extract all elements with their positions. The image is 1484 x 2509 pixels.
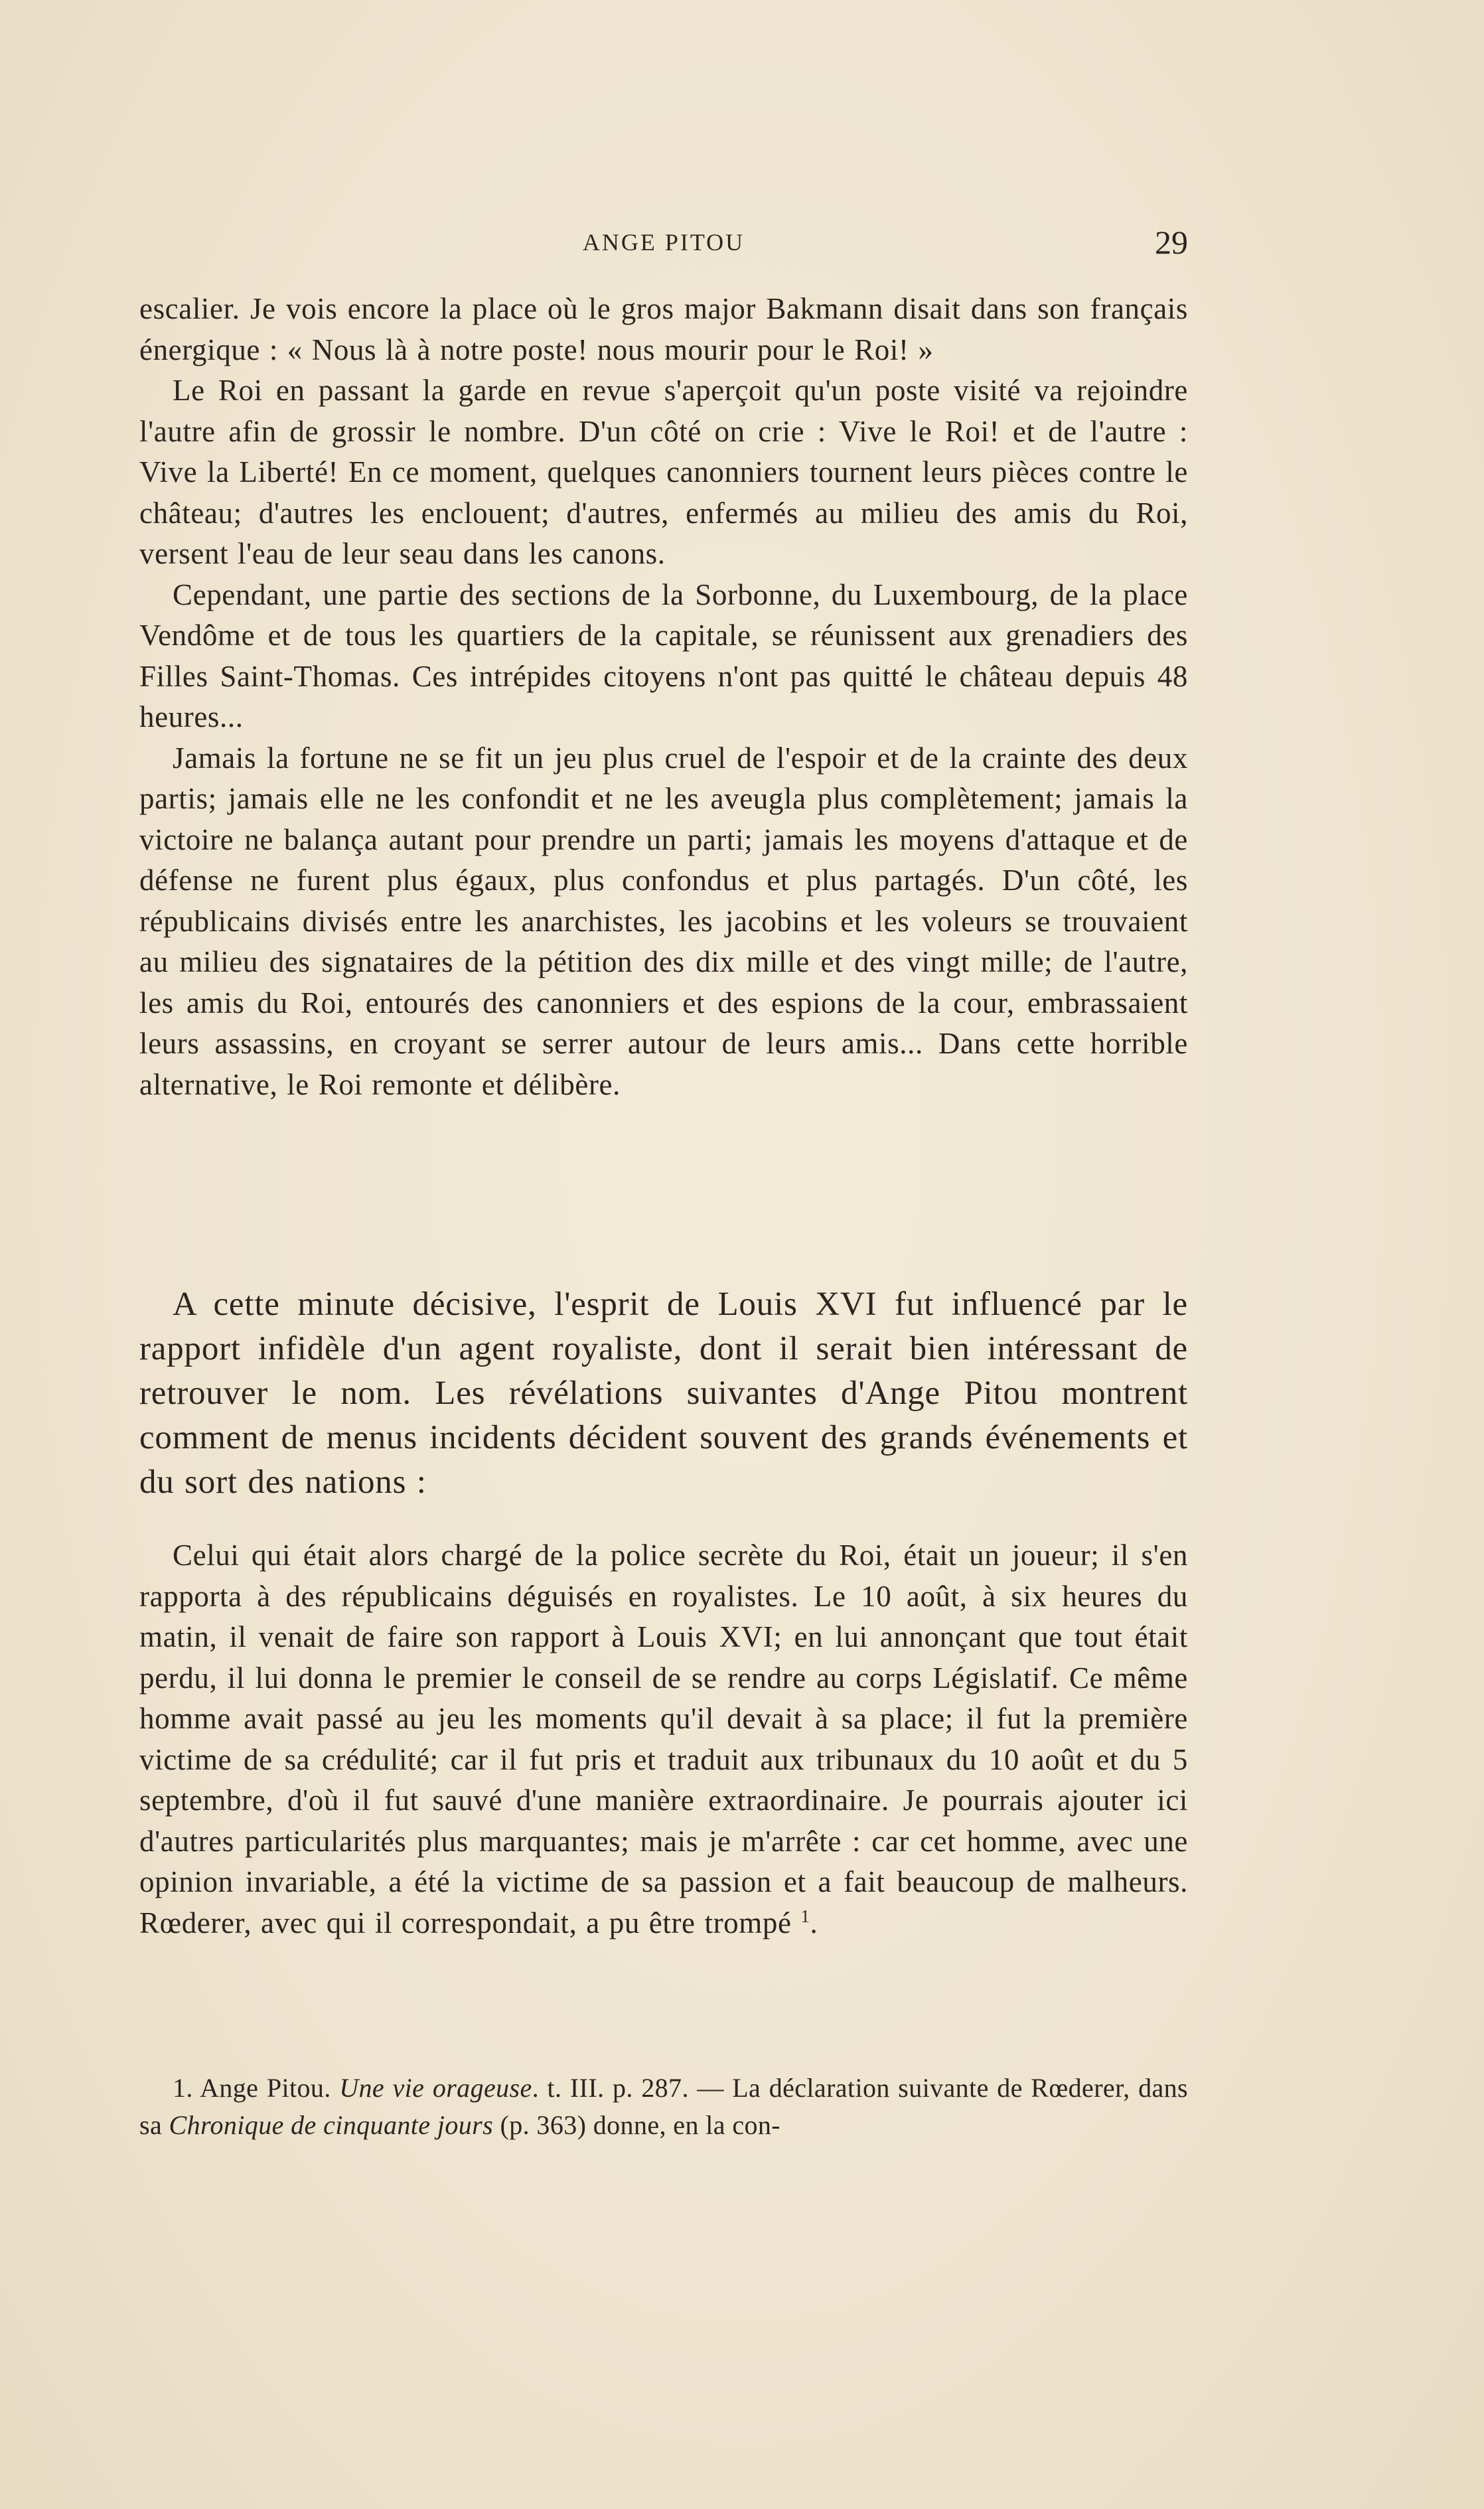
footnote-marker: 1.: [173, 2073, 193, 2103]
quote1-paragraph-3: Cependant, une partie des sections de la Sorbonne, du Luxembourg, de la place Vendôme et de tous les quartiers de la capitale, se réunissent aux grenadiers des Filles Saint-Thomas. Ces intrépides citoyens n'ont pas quitté le château depuis 48 heures...: [139, 577, 1188, 733]
quote2-paragraph: Celui qui était alors chargé de la police secrète du Roi, était un joueur; il s'en rapporta à des républicains déguisés en royalistes. Le 10 août, à six heures du matin, il venait de faire son rapport à Louis XVI; en lui annonçant que tout était perdu, il lui donna le premier le conseil de se rendre au corps Législatif. Ce même homme avait passé au jeu les moments qu'il devait à sa place; il fut la première victime de sa crédulité; car il fut pris et traduit aux tribunaux du 10 août et du 5 septembre, d'où il fut sauvé d'une manière extraordinaire. Je pourrais ajouter ici d'autres particularités plus marquantes; mais je m'arrête : car cet homme, avec une opinion invariable, a été la victime de sa passion et a fait beaucoup de malheurs. Rœderer, avec qui il correspondait, a pu être trompé $^1$.: [139, 1539, 1188, 1939]
narrative-paragraph: A cette minute décisive, l'esprit de Louis XVI fut influencé par le rapport infidèle d'un agent royaliste, dont il serait bien intéressant de retrouver le nom. Les révélations suivantes d'Ange Pitou montrent comment de menus incidents décident souvent des grands événements et du sort des nations :: [139, 1286, 1188, 1501]
running-title: ANGE PITOU: [582, 229, 745, 256]
quoted-passage-2: [139, 1535, 1188, 1943]
quote1-paragraph-4: Jamais la fortune ne se fit un jeu plus cruel de l'espoir et de la crainte des deux partis; jamais elle ne les confondit et ne les aveugla plus complètement; jamais la victoire ne balança autant pour prendre un parti; jamais les moyens d'attaque et de défense ne furent plus égaux, plus confondus et plus partagés. D'un côté, les républicains divisés entre les anarchistes, les jacobins et les voleurs se trouvaient au milieu des signataires de la pétition des dix mille et des vingt mille; de l'autre, les amis du Roi, entourés des canonniers et des espions de la cour, embrassaient leurs assassins, en croyant se serrer autour de leurs amis... Dans cette horrible alternative, le Roi remonte et délibère.: [139, 741, 1188, 1101]
footnote-work-title: Une vie orageuse: [339, 2073, 532, 2103]
quote1-paragraph-2: Le Roi en passant la garde en revue s'aperçoit qu'un poste visité va rejoindre l'autre afin de grossir le nombre. D'un côté on crie : Vive le Roi! et de l'autre : Vive la Liberté! En ce moment, quelques canonniers tournent leurs pièces contre le château; d'autres les enclouent; d'autres, enfermés au milieu des amis du Roi, versent l'eau de leur seau dans les canons.: [139, 374, 1188, 570]
footnote-block: [139, 2070, 1188, 2144]
footnote-work-title-2: Chronique de cinquante jours: [169, 2110, 494, 2140]
quoted-passage-1: [139, 289, 1188, 1105]
quote2-text: Celui qui était alors chargé de la police secrète du Roi, était un joueur; il s'en rapporta à des républicains déguisés en royalistes. Le 10 août, à six heures du matin, il venait de faire son rapport à Louis XVI; en lui annonçant que tout était perdu, il lui donna le premier le conseil de se rendre au corps Législatif. Ce même homme avait passé au jeu les moments qu'il devait à sa place; il fut la première victime de sa crédulité; car il fut pris et traduit aux tribunaux du 10 août et du 5 septembre, d'où il fut sauvé d'une manière extraordinaire. Je pourrais ajouter ici d'autres particularités plus marquantes; mais je m'arrête : car cet homme, avec une opinion invariable, a été la victime de sa passion et a fait beaucoup de malheurs. Rœderer, avec qui il correspondait, a pu être trompé: [139, 1539, 1188, 1939]
page-number: 29: [1155, 224, 1188, 261]
footnote-author: Ange Pitou.: [200, 2073, 331, 2103]
footnote-reference: 1: [800, 1906, 810, 1926]
footnote-location: . t. III. p. 287. — La déclaration suivante de Rœderer, dans sa: [139, 2073, 1188, 2140]
footnote-text: [139, 2070, 1188, 2144]
quote1-paragraph-1: escalier. Je vois encore la place où le gros major Bakmann disait dans son français énergique : « Nous là à notre poste! nous mourir pour le Roi! »: [139, 292, 1188, 366]
narrative-block: [139, 1282, 1188, 1505]
running-head: [139, 222, 1188, 262]
footnote-continuation: (p. 363) donne, en la con-: [500, 2110, 781, 2140]
